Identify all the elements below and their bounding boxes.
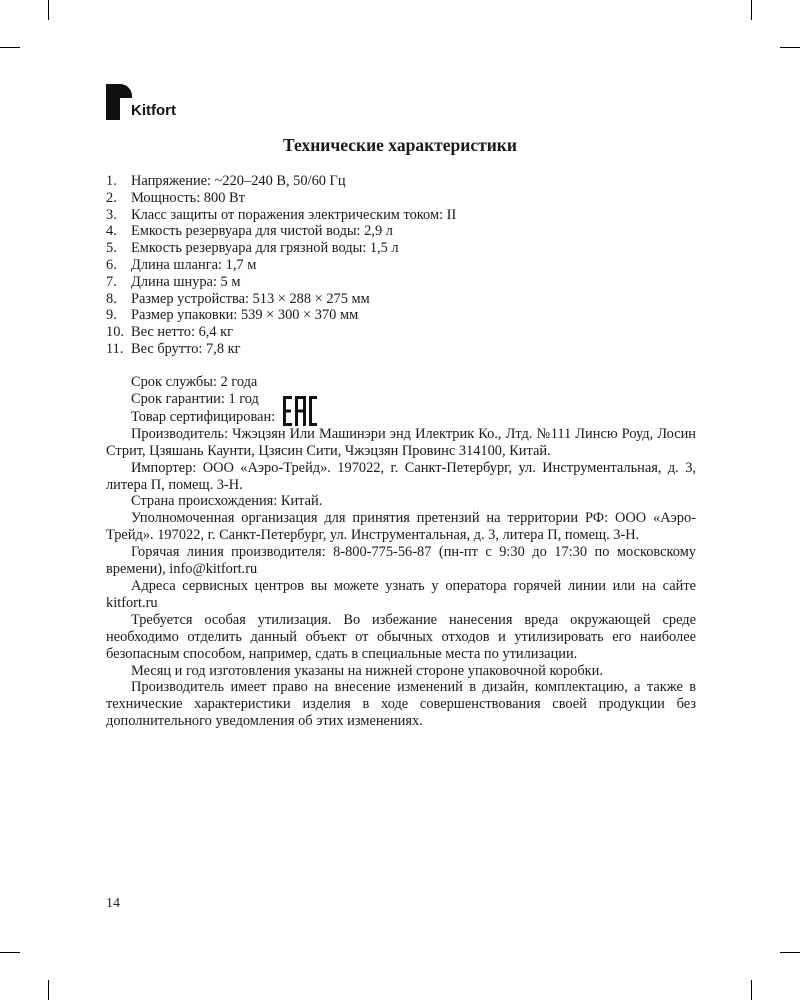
brand-name: Kitfort <box>131 102 176 119</box>
spec-number: 11. <box>106 340 124 357</box>
crop-mark <box>751 0 752 20</box>
spec-number: 10. <box>106 324 124 341</box>
spec-text: Мощность: 800 Вт <box>131 189 245 206</box>
service-life: Срок службы: 2 года <box>131 374 258 390</box>
warranty: Срок гарантии: 1 год <box>131 390 259 407</box>
spec-text: Длина шланга: 1,7 м <box>131 256 257 273</box>
spec-number: 6. <box>106 256 117 273</box>
spec-number: 4. <box>106 223 117 240</box>
eac-mark-icon <box>283 396 317 426</box>
crop-mark <box>0 952 20 953</box>
spec-text: Емкость резервуара для чистой воды: 2,9 л <box>131 223 393 240</box>
crop-mark <box>780 47 800 48</box>
spec-item <box>106 240 706 257</box>
spec-item <box>106 207 706 224</box>
spec-item <box>106 173 706 190</box>
spec-text: Емкость резервуара для грязной воды: 1,5 л <box>131 240 399 257</box>
importer-info: Импортер: ООО «Аэро-Трейд». 197022, г. Санкт-Петербург, ул. Инструментальная, д. 3, литера П, помещ. 3-Н. <box>106 459 696 493</box>
spec-item <box>106 223 706 240</box>
spec-text: Размер упаковки: 539 × 300 × 370 мм <box>131 307 359 324</box>
crop-mark <box>780 952 800 953</box>
spec-item <box>106 190 706 207</box>
spec-text: Размер устройства: 513 × 288 × 275 мм <box>131 290 370 307</box>
info-section <box>106 374 696 730</box>
spec-text: Класс защиты от поражения электрическим током: II <box>131 206 457 223</box>
spec-number: 5. <box>106 240 117 257</box>
spec-item <box>106 291 706 308</box>
spec-list <box>106 173 706 358</box>
service-centers-info: Адреса сервисных центров вы можете узнать у оператора горячей линии или на сайте kitfort.ru <box>106 577 696 611</box>
spec-number: 8. <box>106 290 117 307</box>
spec-text: Длина шнура: 5 м <box>131 273 241 290</box>
spec-number: 9. <box>106 307 117 324</box>
page-title: Технические характеристики <box>283 135 517 155</box>
manufacture-date-info: Месяц и год изготовления указаны на нижней стороне упаковочной коробки. <box>131 662 603 679</box>
hotline-info: Горячая линия производителя: 8-800-775-56-87 (пн-пт с 9:30 до 17:30 по московскому времени), info@kitfort.ru <box>106 544 696 578</box>
spec-item <box>106 307 706 324</box>
spec-item <box>106 324 706 341</box>
disposal-info: Требуется особая утилизация. Во избежание нанесения вреда окружающей среде необходимо отделить данный объект от обычных отходов и утилизировать его наиболее безопасным способом, например, сдать в специальные места по утилизации. <box>106 611 696 662</box>
page-number: 14 <box>106 896 120 911</box>
spec-item <box>106 257 706 274</box>
spec-text: Напряжение: ~220–240 В, 50/60 Гц <box>131 173 346 189</box>
crop-mark <box>0 47 20 48</box>
spec-number: 2. <box>106 189 117 206</box>
manufacturer-info: Производитель: Чжэцзян Или Машинэри энд Илектрик Ко., Лтд. №111 Линсю Роуд, Лосин Стрит, Цзяшань Каунти, Цзясин Сити, Чжэцзян Провинс 314100, Китай. <box>106 425 696 459</box>
changes-disclaimer: Производитель имеет право на внесение изменений в дизайн, комплектацию, а также в технические характеристики изделия в ходе совершенствования своей продукции без дополнительного уведомления об этих изменениях. <box>106 679 696 730</box>
kitfort-logo-icon <box>106 84 132 120</box>
spec-item <box>106 274 706 291</box>
brand-logo <box>106 84 176 120</box>
spec-item <box>106 341 706 358</box>
spec-number: 7. <box>106 273 117 290</box>
spec-number: 3. <box>106 206 117 223</box>
certified-label: Товар сертифицирован: <box>131 408 276 425</box>
spec-text: Вес брутто: 7,8 кг <box>131 340 241 357</box>
spec-number: 1. <box>106 173 117 189</box>
country-of-origin: Страна происхождения: Китай. <box>131 493 323 510</box>
crop-mark <box>48 0 49 20</box>
claims-organization: Уполномоченная организация для принятия претензий на территории РФ: ООО «Аэро-Трейд». 197022, г. Санкт-Петербург, ул. Инструментальная, д. 3, литера П, помещ. 3-Н. <box>106 510 696 544</box>
crop-mark <box>751 980 752 1000</box>
spec-text: Вес нетто: 6,4 кг <box>131 324 234 341</box>
crop-mark <box>48 980 49 1000</box>
